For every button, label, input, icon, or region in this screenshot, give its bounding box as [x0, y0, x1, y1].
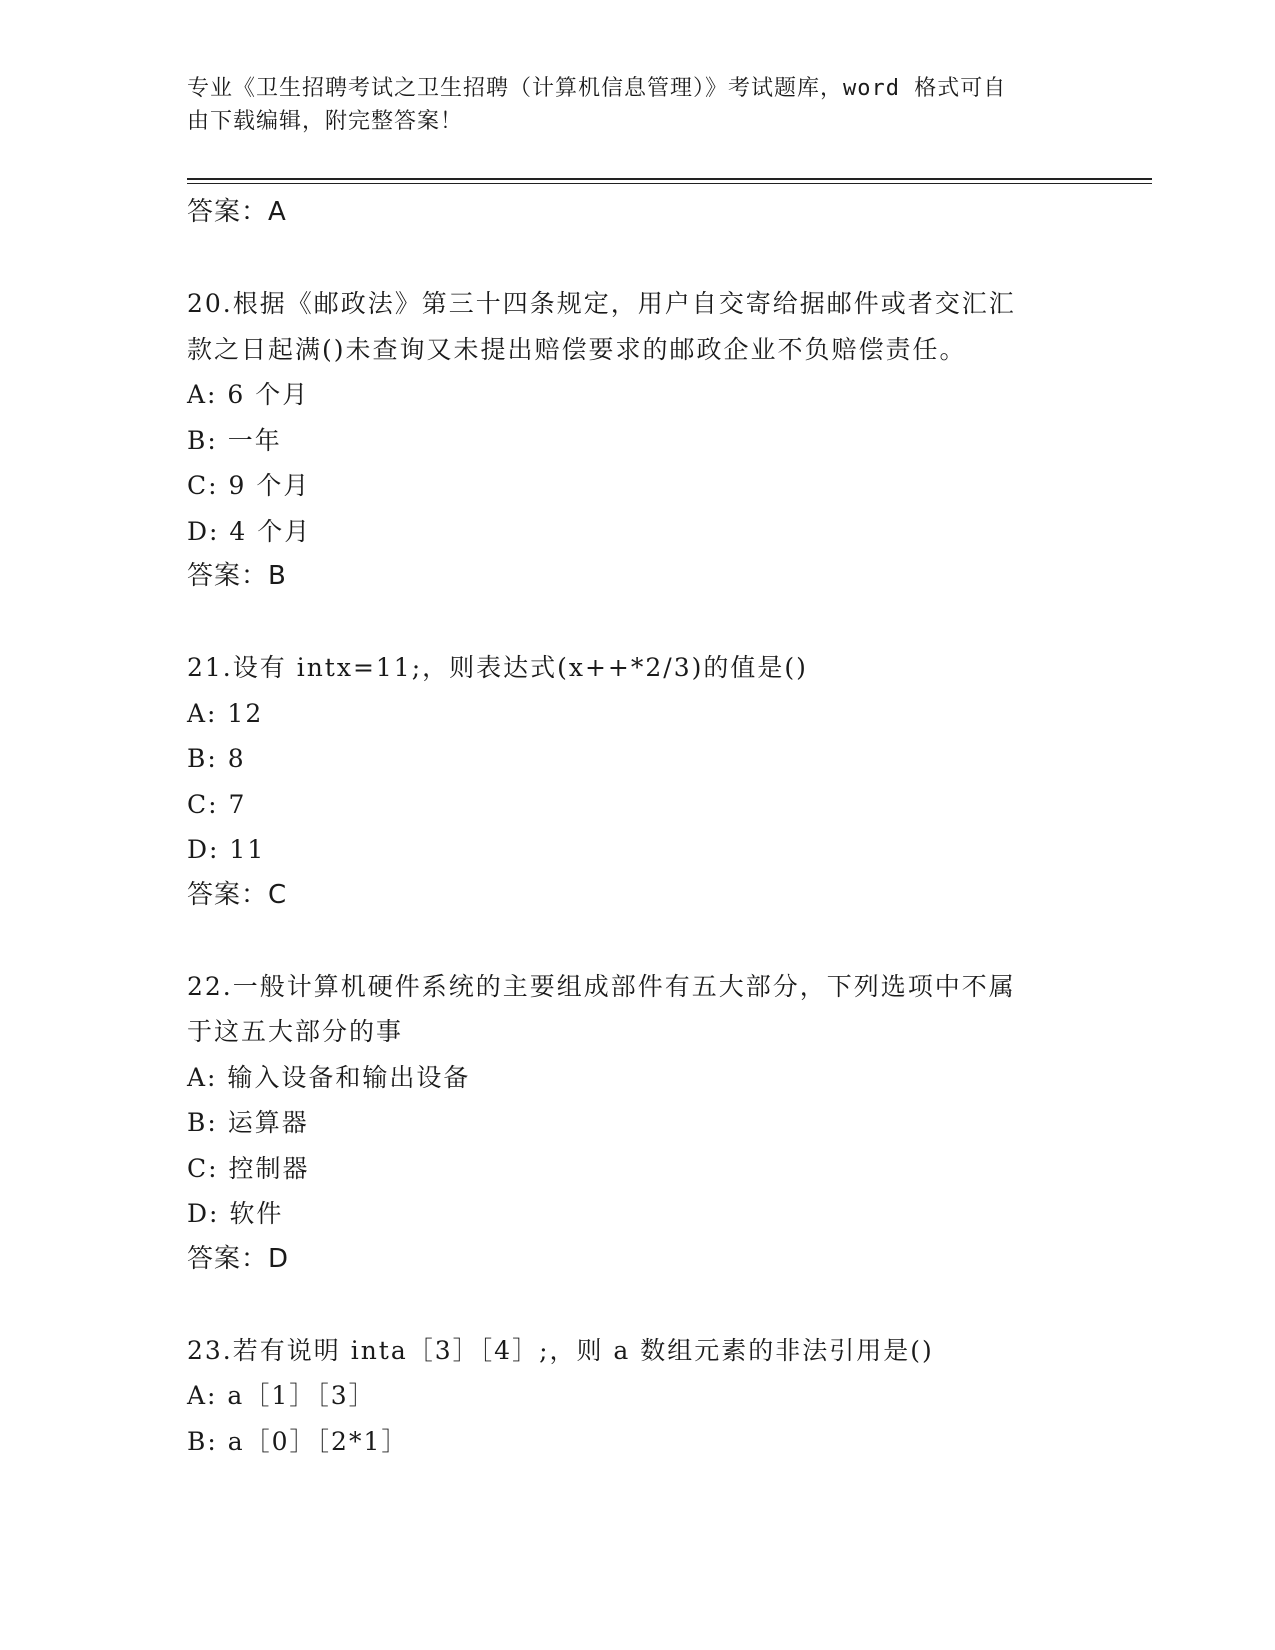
- option-b: B: 一年: [187, 425, 282, 455]
- option-d: D: 软件: [187, 1199, 284, 1228]
- option-c: C: 9 个月: [187, 471, 311, 500]
- option-c: C: 7: [187, 789, 247, 819]
- header-line-2: 由下载编辑，附完整答案！: [187, 109, 464, 134]
- question-20: [187, 281, 1087, 600]
- option-d: D: 4 个月: [187, 516, 312, 546]
- question-22: [187, 964, 1087, 1283]
- option-a: A: 12: [187, 698, 264, 728]
- question-23: [187, 1328, 1087, 1465]
- option-a: A: a［1］［3］: [187, 1381, 376, 1410]
- question-stem: 于这五大部分的事: [187, 1017, 404, 1046]
- header-divider-thin: [187, 183, 1152, 184]
- option-a: A: 6 个月: [187, 380, 310, 409]
- answer-line: 答案：C: [187, 879, 288, 910]
- question-stem: 20.根据《邮政法》第三十四条规定，用户自交寄给据邮件或者交汇汇: [187, 289, 1016, 318]
- option-a: A: 输入设备和输出设备: [187, 1062, 471, 1092]
- option-d: D: 11: [187, 835, 266, 864]
- answer-line: 答案：B: [187, 561, 287, 591]
- answer-line: 答案：A: [187, 197, 287, 227]
- answer-line: 答案：D: [187, 1243, 290, 1274]
- question-stem: 款之日起满()未查询又未提出赔偿要求的邮政企业不负赔偿责任。: [187, 334, 967, 364]
- option-c: C: 控制器: [187, 1153, 310, 1183]
- question-list: [187, 190, 1087, 1464]
- header-divider-thick: [187, 178, 1152, 180]
- question-stem: 23.若有说明 inta［3］［4］;，则 a 数组元素的非法引用是(): [187, 1335, 934, 1365]
- question-stem: 21.设有 intx=11;，则表达式(x++*2/3)的值是(): [187, 653, 808, 682]
- option-b: B: 8: [187, 744, 246, 773]
- question-21: [187, 645, 1087, 918]
- document-header: [187, 72, 1067, 138]
- question-stem: 22.一般计算机硬件系统的主要组成部件有五大部分，下列选项中不属: [187, 971, 1016, 1001]
- option-b: B: a［0］［2*1］: [187, 1426, 409, 1456]
- header-line-1: 专业《卫生招聘考试之卫生招聘（计算机信息管理）》考试题库，word 格式可自: [187, 76, 1007, 101]
- option-b: B: 运算器: [187, 1108, 309, 1137]
